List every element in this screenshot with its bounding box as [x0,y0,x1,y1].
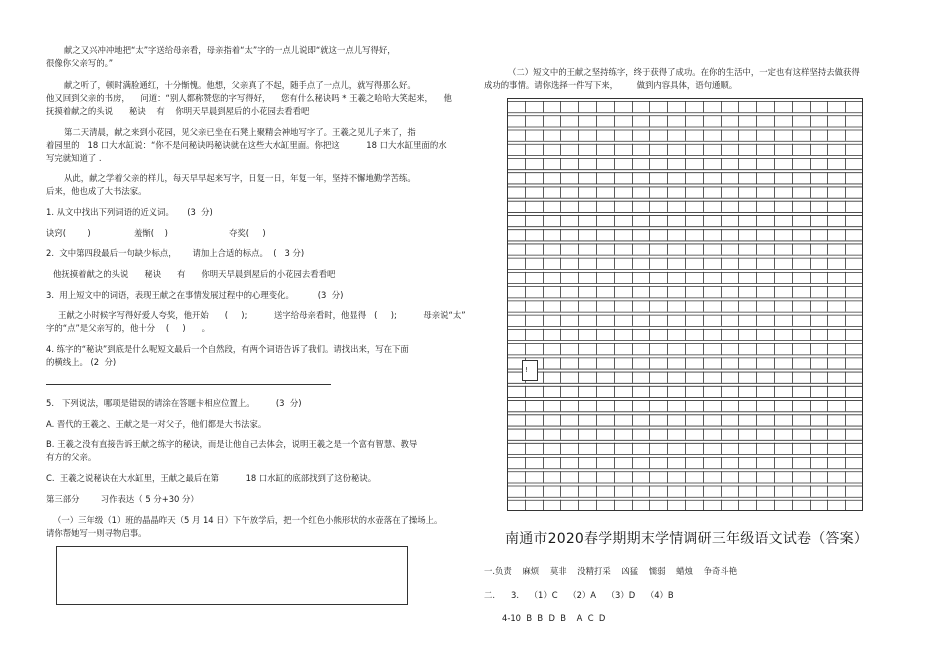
story-line-4: 他又回到父亲的书房， 问道：“别人都称赞您的字写得好， 您有什么秘诀吗 * 王羲之哈哈大笑起来， 他 [46,93,452,103]
story-line-6: 第二天清晨，献之来到小花园，见父亲已坐在石凳上聚精会神地写字了。王羲之见儿子来了，指 [64,127,416,137]
answer-line-2: 二. 3. （1）C （2）A （3）D （4）B [484,590,674,600]
question-3-line-2: 字的“点”是父亲写的，他十分 ( ) 。 [46,323,211,333]
question-1-item-3: 夺奖( ) [229,228,266,238]
question-5-option-b-line-1: B. 王羲之没有直接告诉王献之练字的秘诀，而是让他自己去体会，说明王羲之是一个富有智慧、教导 [46,439,418,449]
part-3-title: 第三部分 习作表达（ 5 分+30 分） [46,494,199,504]
question-5-title: 5. 下列说法，哪项是错误的请涂在答题卡相应位置上。 (3 分) [46,398,302,408]
lost-item-notice-answer-box[interactable] [56,546,408,605]
story-line-1: 献之又兴冲冲地把“太”字送给母亲看，母亲指着“太”字的一点儿说即“就这一点儿写得好， [64,45,396,55]
story-line-3: 献之听了，顿时满脸通红，十分惭愧。他想，父亲真了不起，随手点了一点儿，就写得那么好。 [64,80,416,90]
question-1-title: 1. 从文中找出下列词语的近义词。 (3 分) [46,207,213,217]
writing-task-2-line-1: （二）短文中的王献之坚持练字，终于获得了成功。在你的生活中，一定也有这样坚持去做获得 [508,67,860,77]
story-line-8: 写完就知道了 . [46,153,102,163]
text-cursor-marker: ! [522,360,538,381]
answer-key-title: 南通市2020春学期期末学情调研三年级语文试卷（答案） [505,531,869,547]
answer-line-1: 一.负责 麻烦 莫非 没精打采 凶猛 懦弱 蜡烛 争奇斗艳 [484,566,738,576]
question-2-title: 2. 文中第四段最后一句缺少标点， 请加上合适的标点。 ( 3 分) [46,248,305,258]
story-line-2: 很像你父亲写的。” [46,58,114,68]
question-5-option-a: A. 晋代的王羲之、王献之是一对父子，他们都是大书法家。 [46,419,267,429]
writing-task-2-line-2: 成功的事情。请你选择一件写下来， 做到内容具体，语句通顺。 [484,80,738,90]
question-4-line-2: 的横线上。 (2 分) [46,357,117,367]
story-line-7: 着园里的 18 口大水缸说：“你不是问秘诀吗秘诀就在这些大水缸里面。你把这 18 口大水缸里面的水 [46,140,447,150]
question-3-line-1: 王献之小时候字写得好爱人夸奖，他开始 ( ); 送字给母亲看时，他显得 ( ); 母亲说“太” [58,310,466,320]
composition-grid[interactable] [507,98,863,511]
question-4-line-1: 4. 练字的“秘诀”到底是什么呢短文最后一个自然段，有两个词语告诉了我们。请找出来，写在下面 [46,344,409,354]
question-2-sentence: 他抚摸着献之的头说 秘诀 有 你明天早晨到屋后的小花园去看看吧 [53,269,336,279]
writing-task-1-line-1: （一）三年级（1）班的晶晶昨天（5 月 14 日）下午放学后，把一个红色小熊形状的水壶落在了操场上。 [53,515,443,525]
question-1-item-1: 诀窍( ) [46,228,91,238]
question-4-answer-line [46,384,331,385]
question-3-title: 3. 用上短文中的词语，表现王献之在事情发展过程中的心理变化。 (3 分) [46,290,344,300]
story-line-5: 抚摸着献之的头说 秘诀 有 你明天早晨到屋后的小花园去看看吧 [46,106,310,116]
question-1-item-2: 羞惭( ) [134,228,168,238]
question-5-option-b-line-2: 有方的父亲。 [46,452,97,462]
story-line-9: 从此，献之学着父亲的样儿，每天早早起来写字，日复一日，年复一年，坚持不懈地勤学苦练。 [64,173,416,183]
answer-line-3: 4-10 B B D B A C D [502,613,606,623]
story-line-10: 后来，他也成了大书法家。 [46,186,147,196]
writing-task-1-line-2: 请你帮她写一则寻物启事。 [46,528,147,538]
question-5-option-c: C. 王羲之说秘诀在大水缸里，王献之最后在第 18 口水缸的底部找到了这份秘诀。 [46,473,377,483]
